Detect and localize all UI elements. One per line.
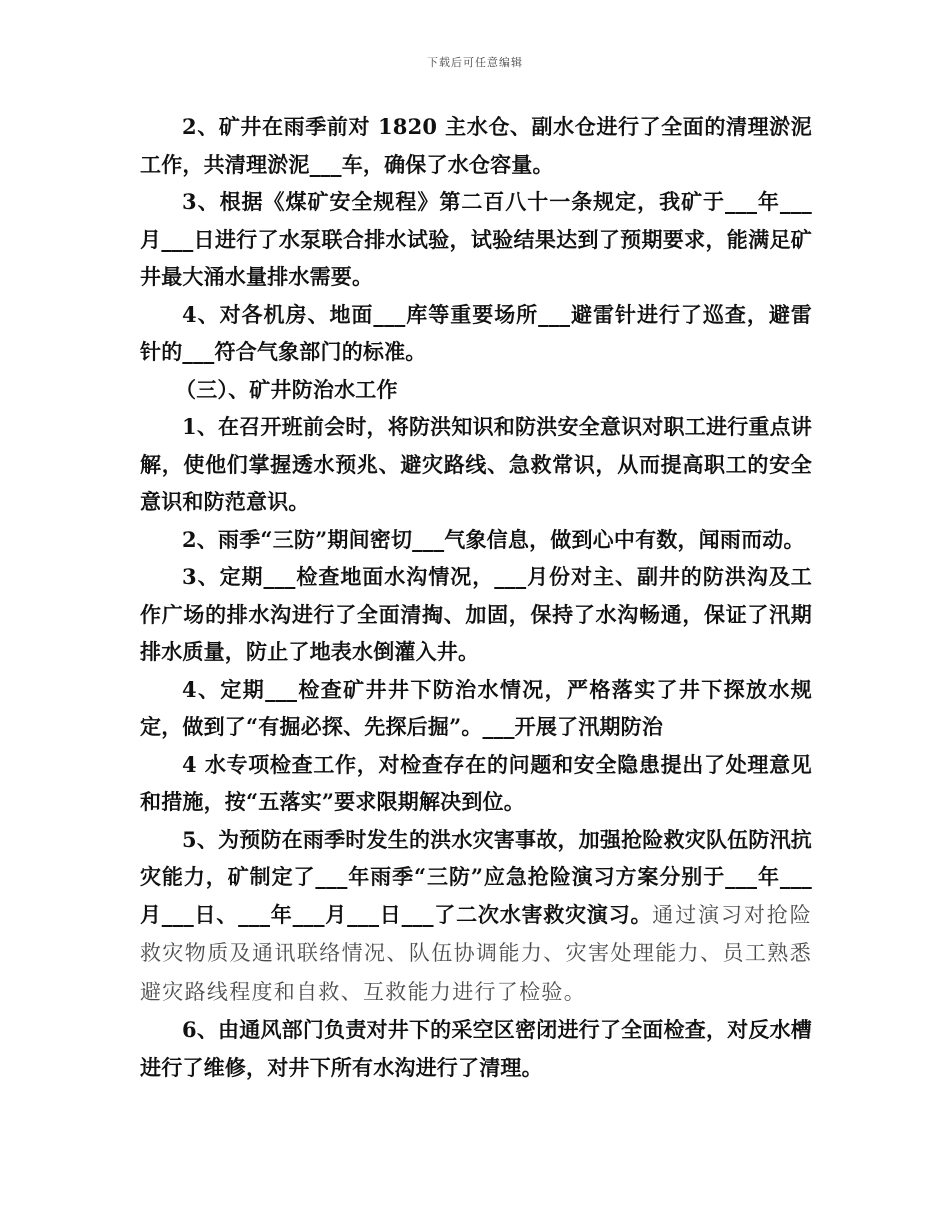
paragraph-ventilation-dept: 6、由通风部门负责对井下的采空区密闭进行了全面检查，对反水槽进行了维修，对井下所有水沟进行了清理。 bbox=[140, 1017, 812, 1080]
paragraph-rescue-drill bbox=[140, 821, 812, 1012]
paragraph-pump-test: 3、根据《煤矿安全规程》第二百八十一条规定，我矿于___年___月___日进行了水泵联合排水试验，试验结果达到了预期要求，能满足矿井最大涌水量排水需要。 bbox=[140, 189, 812, 289]
rescue-drill-light-text: 通过演习对抢险救灾物质及通讯联络情况、队伍协调能力、灾害处理能力、员工熟悉避灾路线程度和自救、互救能力进行了检验。 bbox=[140, 902, 812, 1004]
document-body bbox=[140, 108, 812, 1086]
paragraph-weather-info: 2、雨季“三防”期间密切___气象信息，做到心中有数，闻雨而动。 bbox=[182, 526, 805, 552]
paragraph-surface-ditch: 3、定期___检查地面水沟情况，___月份对主、副井的防洪沟及工作广场的排水沟进行了全面清掏、加固，保持了水沟畅通，保证了汛期排水质量，防止了地表水倒灌入井。 bbox=[140, 564, 812, 664]
paragraph-lightning-rod: 4、对各机房、地面___库等重要场所___避雷针进行了巡查，避雷针的___符合气象部门的标准。 bbox=[140, 301, 812, 364]
paragraph-sump-cleaning: 2、矿井在雨季前对 1820 主水仓、副水仓进行了全面的清理淤泥工作，共清理淤泥___车，确保了水仓容量。 bbox=[140, 114, 812, 177]
paragraph-special-inspection: 4 水专项检查工作，对检查存在的问题和安全隐患提出了处理意见和措施，按“五落实”要求限期解决到位。 bbox=[140, 751, 812, 814]
paragraph-shift-meeting: 1、在召开班前会时，将防洪知识和防洪安全意识对职工进行重点讲解，使他们掌握透水预兆、避灾路线、急救常识，从而提高职工的安全意识和防范意识。 bbox=[140, 414, 812, 514]
section-heading-water-control: （三）、矿井防治水工作 bbox=[175, 376, 398, 402]
paragraph-underground-check: 4、定期___检查矿井井下防治水情况，严格落实了井下探放水规定，做到了“有掘必探、先探后掘”。___开展了汛期防治 bbox=[140, 676, 812, 739]
rescue-drill-bold-text: 5、为预防在雨季时发生的洪水灾害事故，加强抢险救灾队伍防汛抗灾能力，矿制定了___年雨季“三防”应急抢险演习方案分别于___年___月___日、___年___月___日___了二次水害救灾演习。 bbox=[140, 826, 812, 927]
page-header-note: 下载后可任意编辑 bbox=[427, 56, 523, 69]
